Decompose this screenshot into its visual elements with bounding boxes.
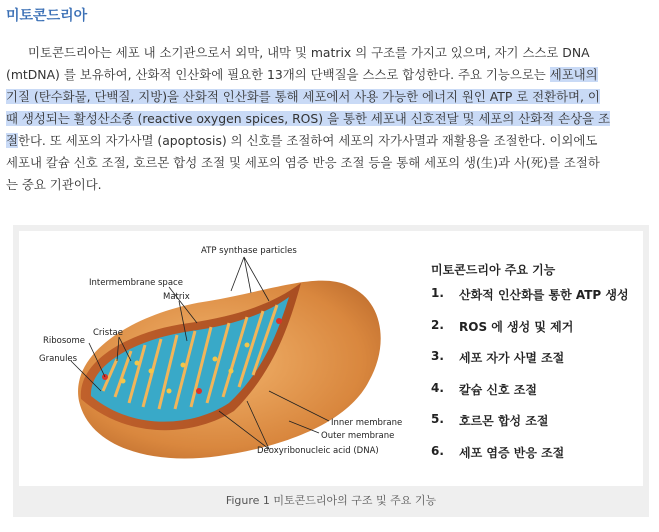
highlighted-text: 절 bbox=[6, 133, 18, 148]
highlighted-text: 때 생성되는 활성산소종 (reactive oxygen spices, ROS) 을 통한 세포내 신호전달 및 세포의 산화적 손상을 조 bbox=[6, 111, 610, 126]
label-intermembrane-space: Intermembrane space bbox=[89, 278, 183, 288]
highlighted-text: 세포내의 bbox=[549, 67, 598, 82]
function-item: 1. 산화적 인산화를 통한 ATP 생성 bbox=[431, 286, 629, 302]
function-item: 3. 세포 자가 사멸 조절 bbox=[431, 349, 565, 365]
mitochondrion-diagram bbox=[19, 231, 419, 486]
function-item: 4. 칼슘 신호 조절 bbox=[431, 380, 537, 397]
label-inner-membrane: Inner membrane bbox=[331, 418, 403, 428]
functions-title: 미토콘드리아 주요 기능 bbox=[431, 263, 556, 277]
label-dna: Deoxyribonucleic acid (DNA) bbox=[257, 446, 379, 456]
label-cristae: Cristae bbox=[93, 328, 123, 338]
label-atp-synthase: ATP synthase particles bbox=[201, 246, 297, 256]
paragraph-line-7: 는 중요 기관이다. bbox=[6, 177, 102, 192]
function-item: 2. ROS 에 생성 및 제거 bbox=[431, 317, 574, 334]
function-item: 6. 세포 염증 반응 조절 bbox=[431, 443, 565, 460]
label-granules: Granules bbox=[39, 354, 78, 364]
highlighted-text: 기질 (탄수화물, 단백질, 지방)을 산화적 인산화를 통해 세포에서 사용 가능한 에너지 원인 ATP 로 전환하며, 이 bbox=[6, 89, 600, 104]
body-paragraph bbox=[6, 42, 656, 196]
label-ribosome: Ribosome bbox=[43, 336, 86, 346]
label-outer-membrane: Outer membrane bbox=[321, 431, 395, 441]
paragraph-line-2-text: (mtDNA) 를 보유하여, 산화적 인산화에 필요한 13개의 단백질을 스스로 합성한다. 주요 기능으로는 bbox=[6, 67, 550, 82]
figure-1 bbox=[13, 225, 649, 517]
paragraph-line-3 bbox=[6, 86, 656, 108]
paragraph-line-2 bbox=[6, 64, 656, 86]
paragraph-line-4 bbox=[6, 108, 656, 130]
figure-caption: Figure 1 미토콘드리아의 구조 및 주요 기능 bbox=[225, 494, 437, 507]
paragraph-line-1: 미토콘드리아는 세포 내 소기관으로서 외막, 내막 및 matrix 의 구조를 가지고 있으며, 자기 스스로 DNA bbox=[28, 45, 590, 60]
label-matrix: Matrix bbox=[163, 292, 190, 302]
function-item: 5. 호르몬 합성 조절 bbox=[431, 412, 549, 428]
paragraph-line-6: 세포내 칼슘 신호 조절, 호르몬 합성 조절 및 세포의 염증 반응 조절 등을 통해 세포의 생(生)과 사(死)를 조절하 bbox=[6, 155, 600, 170]
functions-list bbox=[431, 286, 629, 475]
paragraph-line-5 bbox=[6, 130, 656, 152]
section-title: 미토콘드리아 bbox=[6, 8, 88, 24]
figure-panel bbox=[19, 231, 643, 486]
paragraph-line-5-text: 한다. 또 세포의 자가사멸 (apoptosis) 의 신호를 조절하여 세포의 자가사멸과 재활용을 조절한다. 이외에도 bbox=[17, 133, 598, 148]
